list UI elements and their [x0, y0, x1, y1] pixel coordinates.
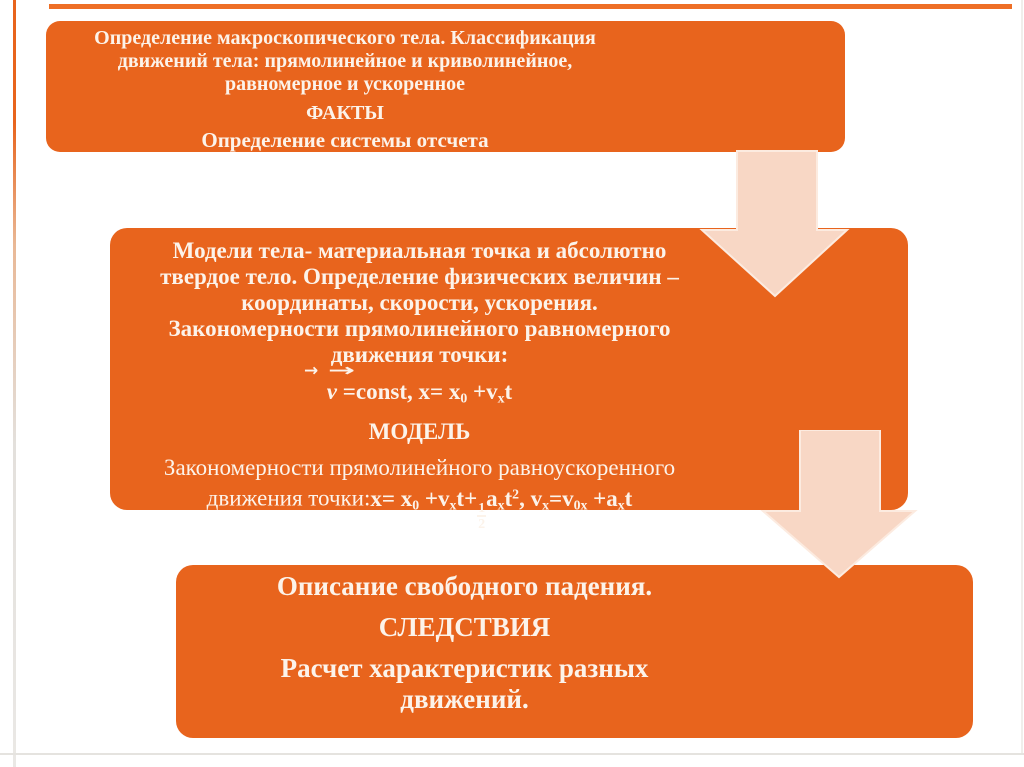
- consequences-paragraph: [196, 653, 733, 715]
- facts-paragraph-line: движений тела: прямолинейное и криволинейное,: [117, 50, 573, 72]
- facts-paragraph-line: равномерное и ускоренное: [224, 73, 466, 95]
- consequences-line: Расчет характеристик разных: [280, 653, 649, 683]
- facts-heading: ФАКТЫ: [306, 102, 384, 124]
- uniform-motion-formula: v =const, $x= x_0 +v_xt$: [326, 379, 513, 406]
- consequences-box: [176, 565, 973, 738]
- accelerated-motion-formula: $x= x_0 +v_xt+$ $\frac{1}{2}$ $a_xt^2$, $v_x=v_{0x} +a_xt$: [370, 486, 633, 532]
- down-arrow-icon: [758, 430, 920, 580]
- vector-arrow-icon: →: [304, 361, 321, 381]
- facts-paragraph-line: Определение макроскопического тела. Классификация: [94, 27, 596, 49]
- model-paragraph-line: координаты, скорости, ускорения.: [241, 290, 598, 315]
- consequences-line: движений.: [400, 684, 529, 714]
- consequences-line: Описание свободного падения.: [276, 571, 653, 601]
- vector-arrow-icon: →: [328, 361, 360, 381]
- model-paragraph-line: Закономерности прямолинейного равноускоренного: [163, 455, 676, 481]
- down-arrow-shape: [702, 151, 847, 296]
- model-heading: МОДЕЛЬ: [368, 419, 471, 445]
- formula-prefix: движения точки:: [206, 486, 371, 512]
- right-edge-line: [1021, 0, 1023, 753]
- down-arrow-icon: [695, 150, 855, 300]
- consequences-heading: СЛЕДСТВИЯ: [378, 612, 551, 642]
- model-paragraph-line: Модели тела- материальная точка и абсолютно: [172, 238, 667, 263]
- model-paragraph-line: движения точки:: [330, 342, 509, 367]
- down-arrow-shape: [763, 430, 915, 577]
- model-paragraph-line: твердое тело. Определение физических величин –: [160, 264, 679, 289]
- accelerated-motion-formula-line: [126, 482, 713, 531]
- left-accent-line: [13, 0, 16, 767]
- facts-box: [46, 21, 845, 152]
- facts-subline: Определение системы отсчета: [201, 128, 489, 152]
- top-accent-line: [49, 4, 1012, 9]
- accelerated-motion-paragraph: [126, 454, 713, 531]
- bottom-divider-line: [0, 753, 1024, 755]
- model-paragraph-line: Закономерности прямолинейного равномерного: [168, 316, 671, 341]
